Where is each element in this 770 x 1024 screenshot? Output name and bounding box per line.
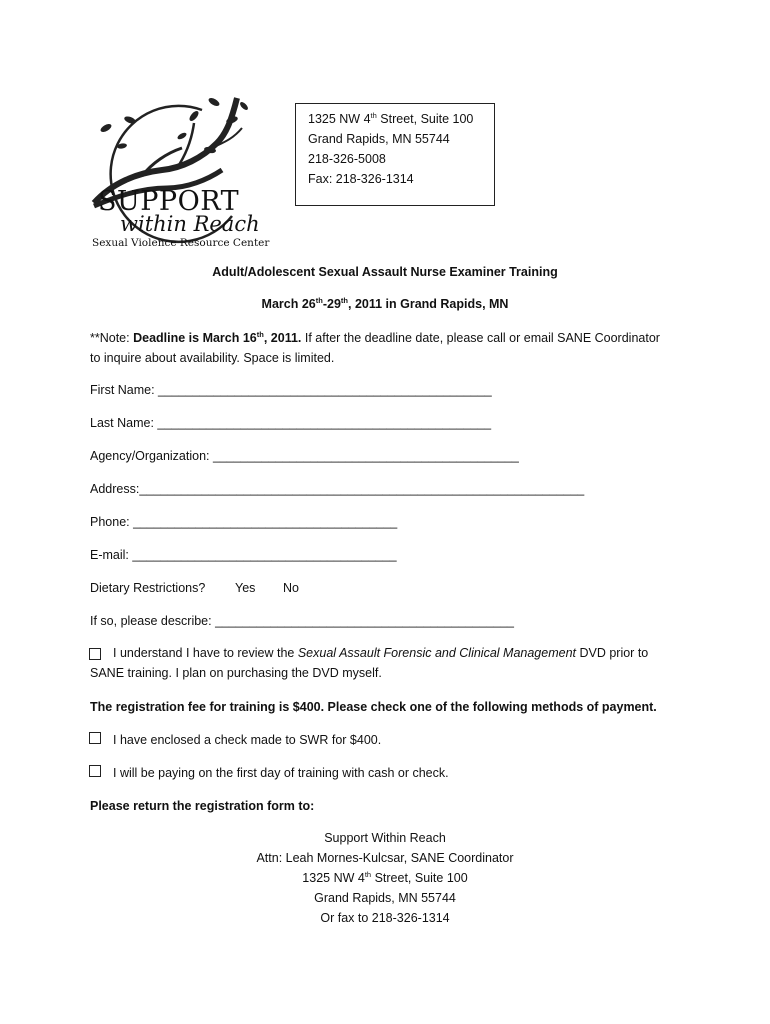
training-date: March 26th-29th, 2011 in Grand Rapids, MN <box>261 295 509 311</box>
email-field[interactable]: E-mail: ______________________________________ <box>90 548 397 562</box>
dvd-checkbox[interactable] <box>89 648 101 660</box>
logo-subtitle: within Reach <box>120 212 260 236</box>
first-name-field[interactable]: First Name: ________________________________________________ <box>90 383 492 397</box>
payment-onsite-label: I will be paying on the first day of training with cash or check. <box>113 766 449 780</box>
return-attn: Attn: Leah Mornes-Kulcsar, SANE Coordinator <box>256 851 514 865</box>
dvd-statement-line2: SANE training. I plan on purchasing the DVD myself. <box>90 666 382 680</box>
dietary-yes-option[interactable]: Yes <box>235 581 256 595</box>
address-phone: 218-326-5008 <box>308 152 386 166</box>
deadline-note-line2: to inquire about availability. Space is limited. <box>90 351 335 365</box>
return-street: 1325 NW 4th Street, Suite 100 <box>302 869 468 885</box>
address-box <box>295 103 495 206</box>
payment-onsite-checkbox[interactable] <box>89 765 101 777</box>
dietary-describe-field[interactable]: If so, please describe: ___________________________________________ <box>90 614 514 628</box>
address-street: 1325 NW 4th Street, Suite 100 <box>308 110 474 126</box>
address-city: Grand Rapids, MN 55744 <box>308 132 450 146</box>
agency-field[interactable]: Agency/Organization: ____________________________________________ <box>90 449 519 463</box>
return-city: Grand Rapids, MN 55744 <box>314 891 456 905</box>
last-name-field[interactable]: Last Name: ________________________________________________ <box>90 416 492 430</box>
dietary-label: Dietary Restrictions? <box>90 581 206 595</box>
organization-logo <box>82 88 272 261</box>
return-fax: Or fax to 218-326-1314 <box>320 911 450 925</box>
address-fax: Fax: 218-326-1314 <box>308 172 414 186</box>
dietary-no-option[interactable]: No <box>283 581 299 595</box>
logo-tagline: Sexual Violence Resource Center <box>92 237 270 249</box>
phone-field[interactable]: Phone: ______________________________________ <box>90 515 398 529</box>
training-title: Adult/Adolescent Sexual Assault Nurse Examiner Training <box>212 265 558 279</box>
dvd-statement: I understand I have to review the Sexual Assault Forensic and Clinical Management DVD prior to <box>113 646 649 660</box>
payment-check-checkbox[interactable] <box>89 732 101 744</box>
logo-title: SUPPORT <box>98 186 240 217</box>
payment-heading: The registration fee for training is $400. Please check one of the following methods of payment. <box>90 700 657 714</box>
return-org: Support Within Reach <box>324 831 446 845</box>
payment-check-label: I have enclosed a check made to SWR for $400. <box>113 733 382 747</box>
return-heading: Please return the registration form to: <box>90 799 315 813</box>
address-field[interactable]: Address:________________________________________________________________ <box>90 482 585 496</box>
deadline-note: **Note: Deadline is March 16th, 2011. If after the deadline date, please call or email SANE Coordinator <box>90 329 660 345</box>
